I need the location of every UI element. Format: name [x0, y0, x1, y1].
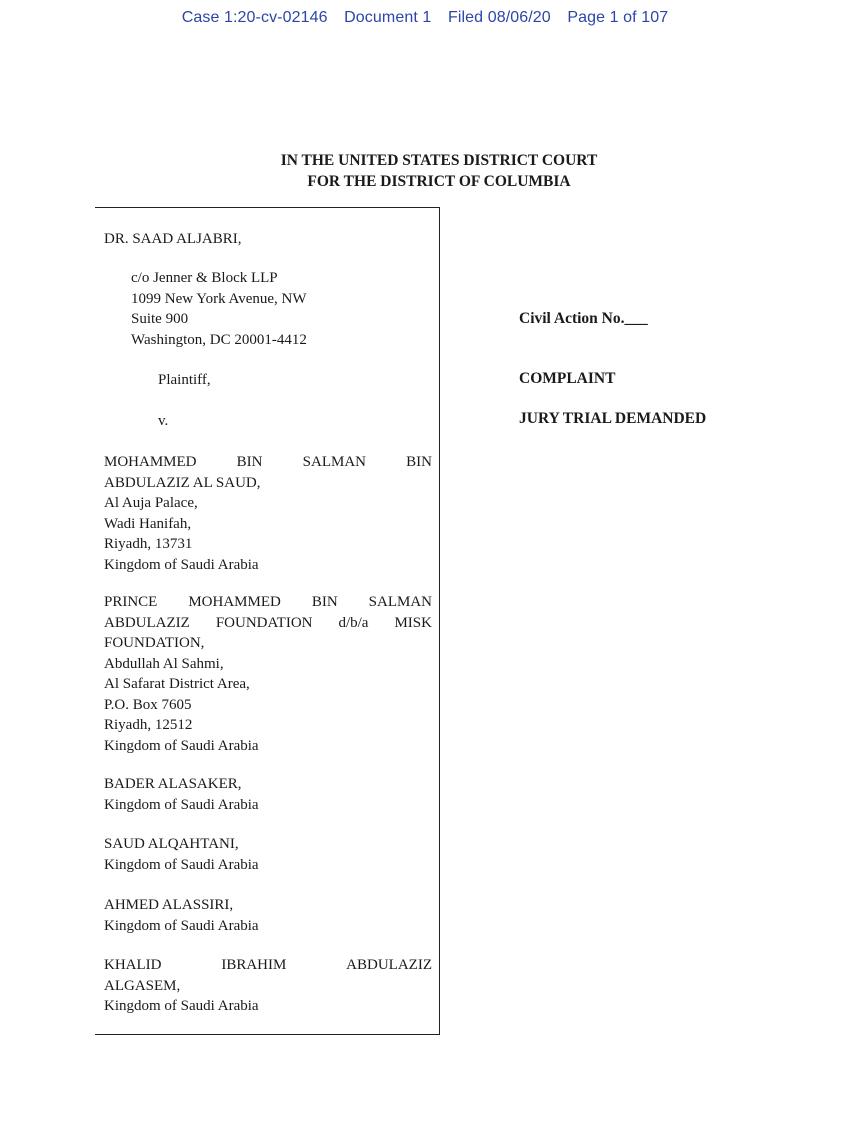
- defendant-address-line: Kingdom of Saudi Arabia: [104, 856, 259, 873]
- defendant-name-line: MOHAMMED BIN SALMAN BIN: [104, 454, 432, 470]
- defendant-address-line: P.O. Box 7605: [104, 696, 192, 713]
- defendant-name-line: KHALID IBRAHIM ABDULAZIZ: [104, 957, 432, 973]
- plaintiff-address-line: Washington, DC 20001-4412: [131, 331, 307, 348]
- defendant-block: [104, 834, 432, 875]
- page-count: Page 1 of 107: [567, 9, 669, 26]
- defendant-address-line: Wadi Hanifah,: [104, 515, 192, 532]
- defendant-name-line: FOUNDATION,: [104, 635, 205, 651]
- defendant-block: [104, 452, 432, 575]
- civil-action-number: Civil Action No.___: [519, 310, 648, 327]
- plaintiff-address-line: c/o Jenner & Block LLP: [131, 270, 278, 286]
- court-title: [0, 150, 850, 192]
- defendant-block: [104, 955, 432, 1017]
- versus: v.: [158, 413, 169, 429]
- defendant-name-line: ABDULAZIZ AL SAUD,: [104, 474, 261, 491]
- plaintiff-role: Plaintiff,: [158, 372, 211, 388]
- defendant-block: [104, 592, 432, 756]
- defendant-address-line: Al Auja Palace,: [104, 495, 198, 511]
- complaint-label: COMPLAINT: [519, 370, 616, 387]
- defendant-address-line: Riyadh, 13731: [104, 536, 193, 552]
- filed-date: Filed 08/06/20: [447, 9, 551, 26]
- defendant-address-line: Kingdom of Saudi Arabia: [104, 737, 259, 754]
- court-title-line-2: FOR THE DISTRICT OF COLUMBIA: [307, 173, 571, 190]
- defendant-address-line: Kingdom of Saudi Arabia: [104, 917, 259, 934]
- defendant-block: [104, 774, 432, 815]
- ecf-header: [0, 9, 850, 27]
- defendant-address-line: Al Safarat District Area,: [104, 676, 250, 692]
- defendant-name-line: PRINCE MOHAMMED BIN SALMAN: [104, 594, 432, 610]
- jury-trial-label: JURY TRIAL DEMANDED: [519, 410, 707, 427]
- document-number: Document 1: [344, 9, 432, 26]
- defendant-name-line: AHMED ALASSIRI,: [104, 897, 234, 913]
- defendant-address-line: Riyadh, 12512: [104, 717, 193, 733]
- plaintiff-name: DR. SAAD ALJABRI,: [104, 231, 242, 247]
- defendant-address-line: Kingdom of Saudi Arabia: [104, 556, 259, 573]
- court-title-line-1: IN THE UNITED STATES DISTRICT COURT: [280, 152, 598, 169]
- defendant-name-line: ABDULAZIZ FOUNDATION d/b/a MISK: [104, 614, 432, 631]
- case-number: Case 1:20-cv-02146: [181, 9, 328, 26]
- plaintiff-address-line: Suite 900: [131, 311, 189, 327]
- defendant-address-line: Abdullah Al Sahmi,: [104, 655, 224, 672]
- defendant-address-line: Kingdom of Saudi Arabia: [104, 998, 259, 1014]
- plaintiff-address-line: 1099 New York Avenue, NW: [131, 290, 307, 307]
- defendant-name-line: ALGASEM,: [104, 977, 181, 994]
- defendant-block: [104, 895, 432, 936]
- defendant-name-line: SAUD ALQAHTANI,: [104, 836, 239, 852]
- defendant-address-line: Kingdom of Saudi Arabia: [104, 796, 259, 813]
- defendant-name-line: BADER ALASAKER,: [104, 776, 242, 792]
